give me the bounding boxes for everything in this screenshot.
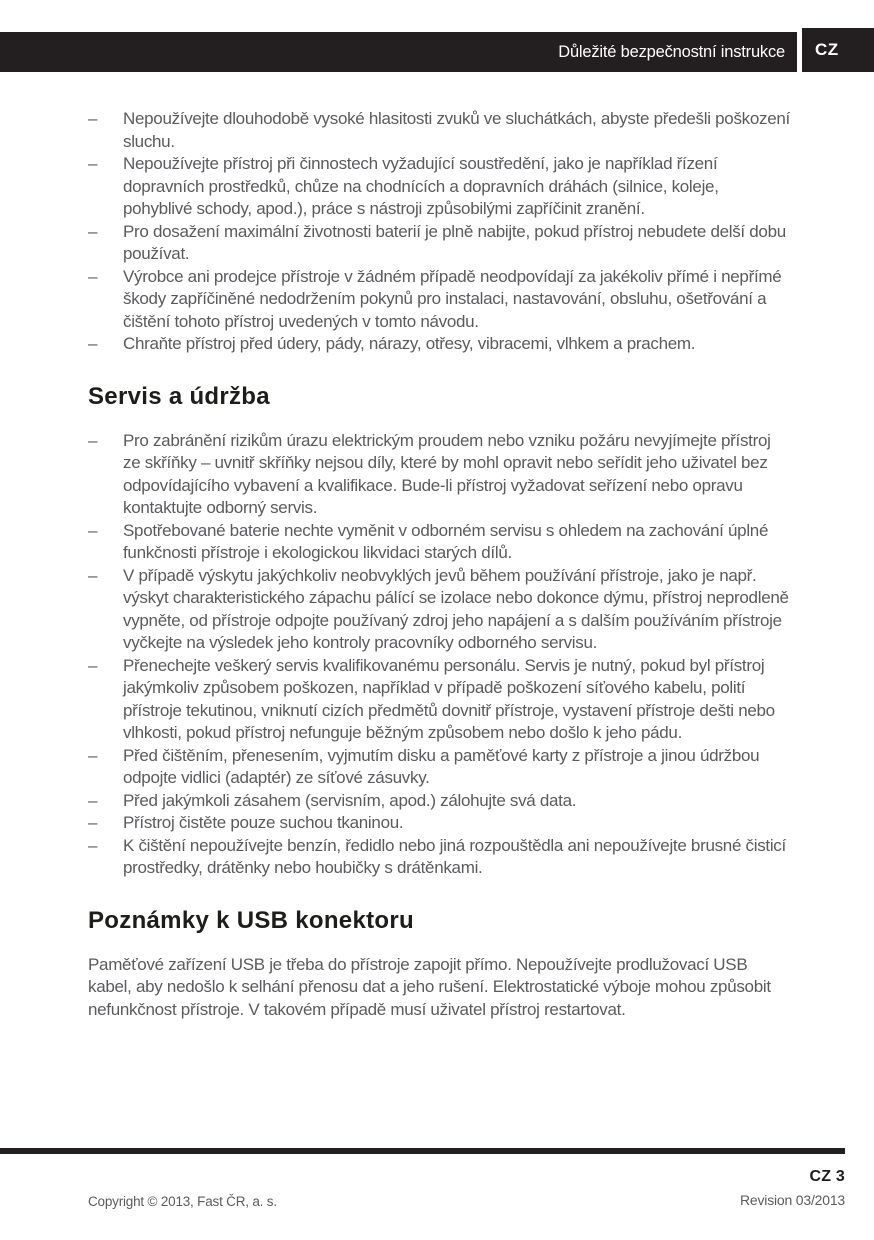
list-item-text: K čištění nepoužívejte benzín, ředidlo nebo jiná rozpouštědla ani nepoužívejte brusné čisticí prostředky, drátěnky nebo houbičky s drátěnkami. (123, 835, 786, 877)
list-item-text: Spotřebované baterie nechte vyměnit v odborném servisu s ohledem na zachování úplné funkčnosti přístroje i ekologickou likvidaci starých dílů. (123, 520, 769, 562)
copyright-text: Copyright © 2013, Fast ČR, a. s. (88, 1194, 277, 1209)
dash-bullet: – (88, 565, 98, 585)
language-badge (802, 28, 874, 72)
section-heading-usb: Poznámky k USB konektoru (88, 906, 414, 934)
dash-bullet: – (88, 109, 98, 128)
list-item (88, 153, 790, 221)
dash-bullet: – (88, 520, 98, 540)
list-item-text: Před jakýmkoli zásahem (servisním, apod.) zálohujte svá data. (123, 790, 577, 810)
header-title: Důležité bezpečnostní instrukce (558, 42, 785, 61)
service-maintenance-list (88, 430, 790, 880)
list-item (88, 333, 790, 356)
header-bar (0, 32, 797, 72)
list-item (88, 221, 790, 266)
list-item (88, 266, 790, 334)
page-content (0, 108, 874, 1021)
list-item-text: Přístroj čistěte pouze suchou tkaninou. (123, 813, 404, 832)
list-item-text: Výrobce ani prodejce přístroje v žádném případě neodpovídají za jakékoliv přímé i nepřímé škody zapříčiněné nedodržením pokynů pro instalaci, nastavování, obsluhu, ošetřování a čištění tohoto přístroj uvedených v tomto návodu. (123, 266, 782, 331)
dash-bullet: – (88, 221, 98, 241)
dash-bullet: – (88, 154, 98, 173)
list-item (88, 835, 790, 880)
list-item-text: Přenechejte veškerý servis kvalifikovanému personálu. Servis je nutný, pokud byl přístroj jakýmkoliv způsobem poškozen, například v případě poškození síťového kabelu, polití přístroje tekutinou, vniknutí cizích předmětů dovnitř přístroje, vystavení přístroje dešti nebo vlhkosti, pokud přístroj nefunguje běžným způsobem nebo došlo k jeho pádu. (123, 655, 775, 742)
usb-notes-paragraph: Paměťové zařízení USB je třeba do přístroje zapojit přímo. Nepoužívejte prodlužovací USB kabel, aby nedošlo k selhání přenosu dat a jeho rušení. Elektrostatické výboje mohou způsobit nefunkčnost přístroje. V takovém případě musí uživatel přístroj restartovat. (88, 954, 771, 1019)
language-badge-label: CZ (815, 40, 839, 59)
list-item-text: Nepoužívejte dlouhodobě vysoké hlasitosti zvuků ve sluchátkách, abyste předešli poškození sluchu. (123, 109, 790, 151)
list-item-text: Pro dosažení maximální životnosti baterií je plně nabijte, pokud přístroj nebudete delší dobu používat. (123, 221, 786, 263)
dash-bullet: – (88, 334, 98, 353)
footer-divider-bar (0, 1148, 845, 1154)
list-item (88, 655, 790, 745)
list-item (88, 790, 790, 813)
revision-text: Revision 03/2013 (740, 1192, 845, 1208)
list-item (88, 565, 790, 655)
dash-bullet: – (88, 745, 98, 765)
section-heading-service: Servis a údržba (88, 382, 270, 410)
page-number: CZ 3 (809, 1168, 845, 1185)
list-item (88, 108, 790, 153)
list-item (88, 745, 790, 790)
list-item-text: Nepoužívejte přístroj při činnostech vyžadující soustředění, jako je například řízení dopravních prostředků, chůze na chodnících a dopravních dráhách (silnice, koleje, pohyblivé schody, apod.), práce s nástroji způsobilými zapříčinit zranění. (123, 154, 719, 218)
dash-bullet: – (88, 266, 98, 286)
list-item (88, 812, 790, 835)
list-item (88, 520, 790, 565)
list-item-text: Před čištěním, přenesením, vyjmutím disku a paměťové karty z přístroje a jinou údržbou odpojte vidlici (adaptér) ze síťové zásuvky. (123, 745, 760, 787)
list-item-text: V případě výskytu jakýchkoliv neobvyklých jevů během používání přístroje, jako je např. výskyt charakteristického zápachu pálící se izolace nebo dokonce dýmu, přístroj neprodleně vypněte, od přístroje odpojte používaný zdroj jeho napájení a s dalším používáním přístroje vyčkejte na výsledek jeho kontroly pracovníky odborného servisu. (123, 565, 789, 652)
list-item-text: Chraňte přístroj před údery, pády, nárazy, otřesy, vibracemi, vlhkem a prachem. (123, 334, 696, 353)
dash-bullet: – (88, 835, 98, 855)
list-item (88, 430, 790, 520)
dash-bullet: – (88, 790, 98, 810)
list-item-text: Pro zabránění rizikům úrazu elektrickým proudem nebo vzniku požáru nevyjímejte přístroj ze skříňky – uvnitř skříňky nejsou díly, které by mohl opravit nebo seřídit jeho uživatel bez odpovídajícího vybavení a kvalifikace. Bude-li přístroj vyžadovat seřízení nebo opravu kontaktujte odborný servis. (123, 430, 771, 517)
safety-instructions-list (88, 108, 790, 356)
dash-bullet: – (88, 813, 98, 832)
dash-bullet: – (88, 655, 98, 675)
dash-bullet: – (88, 430, 98, 450)
